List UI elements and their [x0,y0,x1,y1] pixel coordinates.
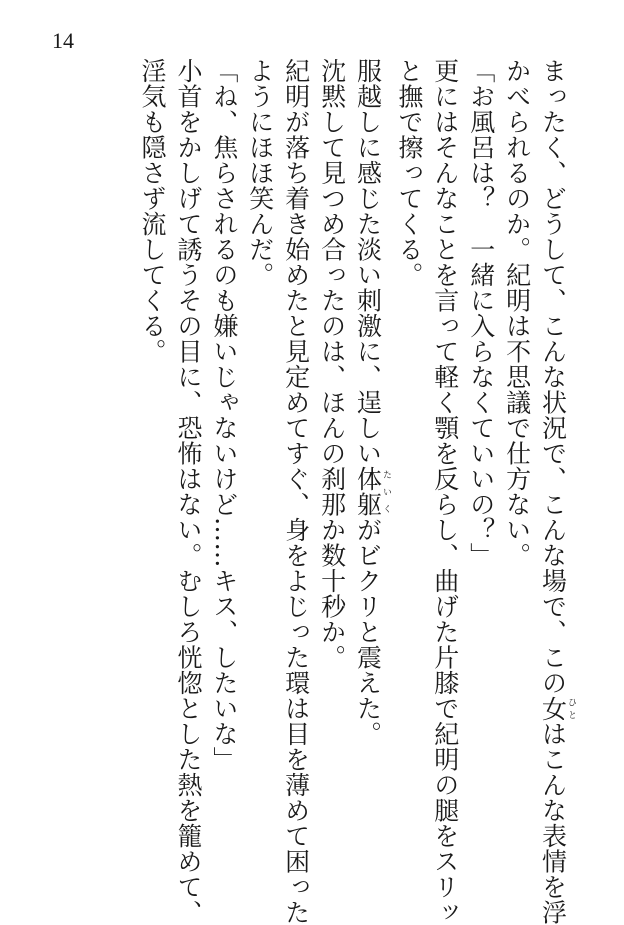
text-line: 「お風呂は？ 一緒に入らなくていいの？」 [466,58,496,568]
text-line: 「ね、焦らされるのも嫌いじゃないけど……キス、したいな」 [209,58,239,772]
text-line: 沈黙して見つめ合ったのは、ほんの刹那か数十秒か。 [317,58,347,670]
text-line: ようにほほ笑んだ。 [245,58,275,288]
text-line: 紀明が落ち着き始めたと見定めてすぐ、身をよじった環は目を薄めて困った [281,58,311,925]
text-line: 淫気も隠さず流してくる。 [138,58,168,364]
ruby-annotation: 女ひと [538,695,576,721]
ruby-annotation: 体躯たいく [353,466,391,517]
page-number: 14 [52,28,74,53]
text-line: 服越しに感じた淡い刺激に、逞しい体躯たいくがビクリと震えた。 [353,58,391,747]
text-line: かべられるのか。紀明は不思議で仕方ない。 [502,58,532,568]
text-line: と撫で擦ってくる。 [394,58,424,288]
text-line: 小首をかしげて誘うその目に、恐怖はない。むしろ恍惚とした熱を籠めて、 [173,58,203,925]
body-text [36,58,576,925]
text-line: 更にはそんなことを言って軽く顎を反らし、曲げた片膝で紀明の腿をスリッ [430,58,460,925]
text-line: まったく、どうして、こんな状況で、こんな場で、この女ひとはこんな表情を浮 [538,58,576,925]
